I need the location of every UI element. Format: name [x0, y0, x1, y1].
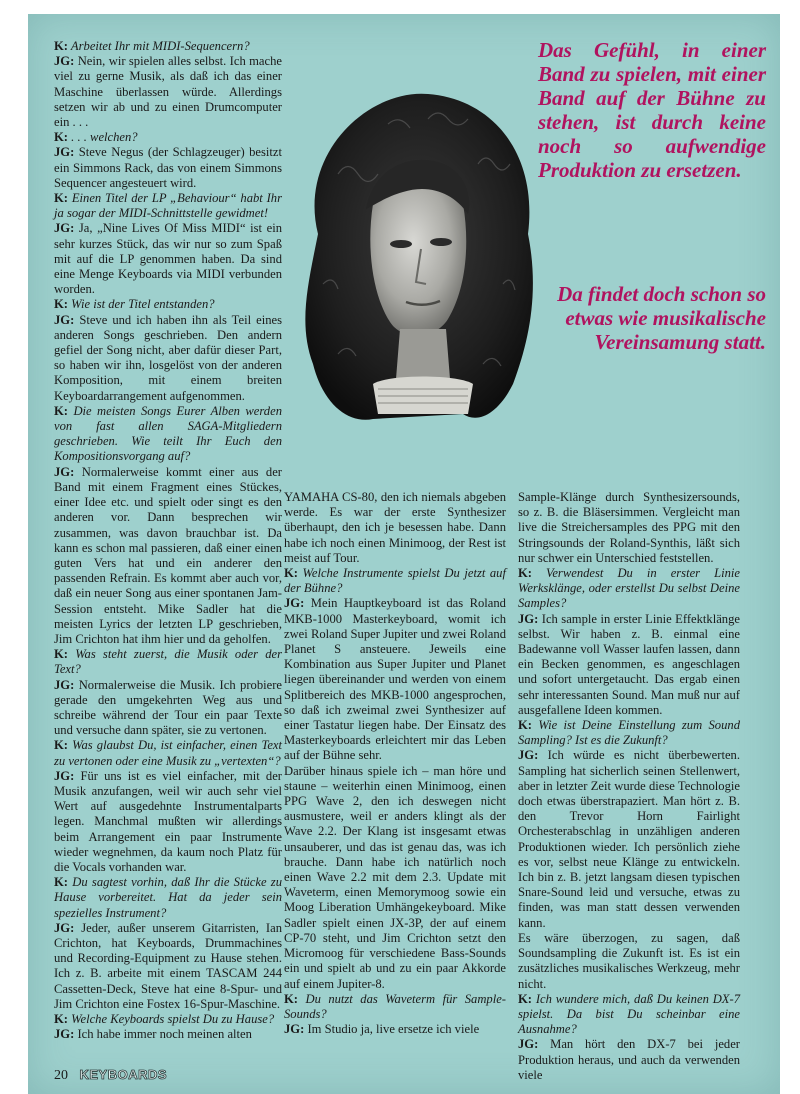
page-number: 20 — [54, 1068, 68, 1083]
text-column-3 — [518, 490, 740, 1083]
paragraph-text: Wie ist Deine Einstellung zum Sound Sampling? Ist es die Zukunft? — [518, 718, 740, 748]
paragraph-text: Steve und ich haben ihn als Teil eines anderen Songs geschrieben. Den andern gefiel der Song nicht, aber dafür dieser Part, so haben wir ihn, losgelöst von der anderen Komposition, mit einem breiten Keyboardarrangement aufgenommen. — [54, 312, 282, 403]
text-column-1 — [54, 39, 282, 1042]
speaker-label: JG: — [54, 464, 75, 479]
speaker-label: K: — [54, 297, 68, 312]
paragraph-text: Steve Negus (der Schlagzeuger) besitzt ein Simmons Rack, das von einem Simmons Sequencer angesteuert wird. — [54, 145, 282, 190]
interview-question — [284, 992, 506, 1022]
interview-question — [54, 39, 282, 54]
speaker-label: JG: — [284, 596, 305, 611]
paragraph-text: Welche Instrumente spielst Du jetzt auf der Bühne? — [284, 566, 506, 596]
page-footer — [54, 1067, 167, 1084]
speaker-label: JG: — [54, 920, 75, 935]
interview-question — [54, 404, 282, 465]
speaker-label: K: — [54, 647, 68, 662]
speaker-label: K: — [54, 875, 68, 890]
interview-answer — [284, 596, 506, 763]
speaker-label: JG: — [54, 312, 75, 327]
paragraph-text: Man hört den DX-7 bei jeder Produktion heraus, und auch da verwenden viele — [518, 1037, 740, 1082]
interview-question — [518, 992, 740, 1038]
interview-answer — [518, 490, 740, 566]
interview-answer — [54, 54, 282, 130]
speaker-label: JG: — [54, 145, 75, 160]
paragraph-text: Ja, „Nine Lives Of Miss MIDI“ ist ein sehr kurzes Stück, das wir nur so zum Spaß mit auf die LP genommen haben. Da sind eine Menge Keyboards via MIDI verbunden worden. — [54, 221, 282, 297]
interview-answer — [54, 769, 282, 875]
portrait-photo — [278, 84, 548, 444]
paragraph-text: Es wäre überzogen, zu sagen, daß Soundsampling die Zukunft ist. Es ist ein zusätzliches musikalisches Werkzeug, mehr nicht. — [518, 930, 740, 991]
paragraph-text: Normalerweise kommt einer aus der Band mit einem Fragment eines Stückes, einer Idee etc. und spielt oder singt es den anderen vor. Dann besprechen wir zusammen, was davon brauchbar ist. Da kann es schon mal passieren, daß einer einen guten Vers hat und ein anderer den passenden Refrain. Es kommt aber auch vor, daß ein neuer Song aus einer spontanen Jam-Session entsteht. Mike Sadler hat die meisten Lyrics der letzten LP geschrieben, Jim Crichton hat ihm hier und da geholfen. — [54, 464, 282, 646]
speaker-label: K: — [54, 39, 68, 53]
paragraph-text: Wie ist der Titel entstanden? — [71, 297, 215, 312]
paragraph-text: Ich wundere mich, daß Du keinen DX-7 spielst. Da bist Du scheinbar eine Ausnahme? — [518, 991, 740, 1037]
interview-answer — [284, 490, 506, 566]
speaker-label: JG: — [54, 677, 75, 692]
interview-answer — [54, 678, 282, 739]
pull-quote-2: Da findet doch schon so etwas wie musikalische Vereinsamung statt. — [557, 282, 766, 354]
interview-question — [284, 566, 506, 596]
paragraph-text: Jeder, außer unserem Gitarristen, Ian Crichton, hat Keyboards, Drummachines und Recording-Equipment zu Hause stehen. Ich z. B. arbeite mit einem TASCAM 244 Cassetten-Deck, Steve hat eine 8-Spur- und Jim Crichton eine Fostex 16-Spur-Maschine. — [54, 920, 282, 1011]
paragraph-text: Sample-Klänge durch Synthesizersounds, so z. B. die Bläsersimmen. Vergleicht man live die Streichersamples des PPG mit den Stringsounds der Roland-Synthis, läßt sich nur schwer ein Unterschied feststellen. — [518, 490, 740, 565]
interview-question — [54, 738, 282, 768]
speaker-label: JG: — [54, 768, 75, 783]
interview-answer — [54, 145, 282, 191]
pull-quote-1: Das Gefühl, in einer Band zu spielen, mit einer Band auf der Bühne zu stehen, ist durch keine noch so aufwendige Produktion zu ersetzen. — [538, 38, 766, 182]
speaker-label: JG: — [54, 54, 75, 69]
speaker-label: K: — [518, 566, 532, 581]
interview-question — [54, 1012, 282, 1027]
paragraph-text: Einen Titel der LP „Behaviour“ habt Ihr ja sogar der MIDI-Schnittstelle gewidmet! — [54, 191, 282, 221]
speaker-label: K: — [284, 566, 298, 581]
interview-question — [54, 191, 282, 221]
paragraph-text: Was glaubst Du, ist einfacher, einen Text zu vertonen oder eine Musik zu „vertexten“? — [54, 738, 282, 768]
speaker-label: K: — [518, 718, 532, 733]
paragraph-text: Was steht zuerst, die Musik oder der Text? — [54, 647, 282, 677]
paragraph-text: Ich würde es nicht überbewerten. Sampling hat sicherlich seinen Stellenwert, aber in letzter Zeit wurde diese Technologie doch etwas überstrapaziert. Man hört z. B. den Trevor Horn Fairlight Orchesterabschlag in unzähligen anderen Produktionen wieder. Ich persönlich ziehe es vor, selbst neue Klänge zu entwickeln. Ich bin z. B. jetzt langsam diesen typischen Snare-Sound leid und versuche, etwas zu finden, was man statt dessen verwenden kann. — [518, 748, 740, 930]
paragraph-text: Verwendest Du in erster Linie Werksklänge, oder erstellst Du selbst Deine Samples? — [518, 566, 740, 611]
paragraph-text: Du nutzt das Waveterm für Sample-Sounds? — [284, 991, 506, 1021]
interview-answer — [518, 748, 740, 930]
paragraph-text: Mein Hauptkeyboard ist das Roland MKB-1000 Masterkeyboard, womit ich zwei Roland Super Jupiter und zwei Roland Planet S ansteuere. Jeweils eine Kombination aus Super Jupiter und Planet liegen übereinander und werden von einem Splitbereich des MKB-1000 angesprochen, so daß ich zweimal zwei Synthesizer auf einer Tastatur liegen habe. Der Einsatz des Masterkeyboards erleichtert mir das Leben auf der Bühne sehr. — [284, 596, 506, 763]
interview-answer — [54, 221, 282, 297]
paragraph-text: Welche Keyboards spielst Du zu Hause? — [71, 1012, 275, 1026]
interview-answer — [518, 1037, 740, 1083]
interview-answer — [518, 612, 740, 718]
speaker-label: JG: — [284, 1022, 305, 1037]
speaker-label: K: — [284, 991, 298, 1006]
paragraph-text: Im Studio ja, live ersetze ich viele — [307, 1022, 480, 1037]
speaker-label: K: — [518, 991, 532, 1006]
interview-question — [518, 566, 740, 612]
interview-question — [54, 130, 282, 145]
magazine-page — [28, 14, 780, 1094]
paragraph-text: Die meisten Songs Eurer Alben werden von fast allen SAGA-Mitgliedern geschrieben. Wie teilt Ihr Euch den Kompositionsvorgang auf? — [54, 403, 282, 464]
paragraph-text: YAMAHA CS-80, den ich niemals abgeben werde. Es war der erste Synthesizer überhaupt, den ich je besessen habe. Dann habe ich noch einen Minimoog, der Rest ist meist auf Tour. — [284, 490, 506, 565]
interview-question — [518, 718, 740, 748]
interview-question — [54, 875, 282, 921]
speaker-label: K: — [54, 1012, 68, 1026]
speaker-label: JG: — [518, 1037, 539, 1052]
speaker-label: K: — [54, 130, 68, 145]
paragraph-text: Arbeitet Ihr mit MIDI-Sequencern? — [70, 39, 250, 53]
speaker-label: JG: — [518, 748, 539, 763]
interview-answer — [284, 1022, 506, 1037]
paragraph-text: . . . welchen? — [71, 130, 138, 145]
interview-answer — [284, 764, 506, 992]
paragraph-text: Du sagtest vorhin, daß Ihr die Stücke zu Hause vorbereitet. Hat da jeder sein spezielles Instrument? — [54, 875, 282, 920]
paragraph-text: Für uns ist es viel einfacher, mit der Musik anzufangen, weil wir auch sehr viel Wert auf ausgedehnte Instrumentalparts legen. Manchmal mußten wir allerdings beim Arrangement ein paar Instrumente wieder wegnehmen, da kaum noch Platz für die Vocals vorhanden war. — [54, 768, 282, 874]
speaker-label: JG: — [54, 221, 75, 236]
paragraph-text: Nein, wir spielen alles selbst. Ich mache viel zu gerne Musik, als daß ich das einer Maschine überlassen würde. Allerdings setzen wir ab und zu einen Drumcomputer ein . . . — [54, 54, 282, 130]
interview-answer — [54, 313, 282, 404]
interview-question — [54, 647, 282, 677]
speaker-label: K: — [54, 403, 68, 418]
magazine-logo: KEYBOARDS — [79, 1067, 168, 1082]
text-column-2 — [284, 490, 506, 1037]
speaker-label: K: — [54, 738, 68, 753]
interview-answer — [518, 931, 740, 992]
interview-answer — [54, 921, 282, 1012]
paragraph-text: Ich sample in erster Linie Effektklänge selbst. Wir haben z. B. einmal eine Badewanne voll Wasser laufen lassen, dann ein Becken genommen, es angeschlagen und sofort untergetaucht. Das ergab einen sehr interessanten Sound. Man muß nur auf ausgefallene Ideen kommen. — [518, 611, 740, 717]
paragraph-text: Darüber hinaus spiele ich – man höre und staune – weiterhin einen Minimoog, einen PPG Wave 2, den ich deswegen nicht ausmustere, weil er anders klingt als der Wave 2.2. Der Klang ist insgesamt etwas unsauberer, und das ist genau das, was ich brauche. Dann habe ich natürlich noch einen Wave 2.2 mit dem 2.3. Update mit Waveterm, einen Memorymoog sowie ein Moog Liberation Umhängekeyboard. Mike Sadler spielt einen JX-3P, der auf einem CP-70 steht, und Jim Crichton setzt den Micromoog für verschiedene Bass-Sounds ein und spielt ab und zu ein paar Akkorde auf einem Jupiter-8. — [284, 763, 506, 991]
speaker-label: JG: — [54, 1027, 75, 1042]
speaker-label: K: — [54, 191, 68, 206]
interview-answer — [54, 1027, 282, 1042]
paragraph-text: Ich habe immer noch meinen alten — [77, 1027, 252, 1042]
paragraph-text: Normalerweise die Musik. Ich probiere gerade den umgekehrten Weg aus und schreibe während der Tour ein paar Texte und versuche dann später, sie zu vertonen. — [54, 677, 282, 738]
interview-answer — [54, 465, 282, 647]
speaker-label: JG: — [518, 611, 539, 626]
interview-question — [54, 297, 282, 312]
